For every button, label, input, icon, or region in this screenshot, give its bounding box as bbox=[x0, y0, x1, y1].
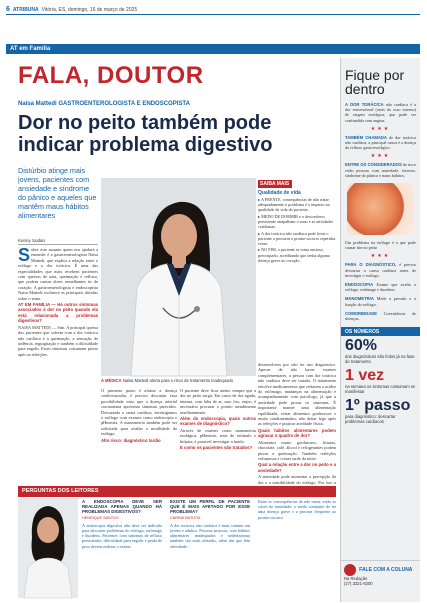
reader-question-text: EXISTE UM PERFIL DE PACIENTE QUE É MAIS AFETADO POR ESSE PROBLEMA? bbox=[170, 499, 250, 515]
reader-name: CARINA BATISTA bbox=[170, 515, 201, 520]
glossary-entry bbox=[341, 309, 420, 323]
stat-value: 1 vez bbox=[345, 367, 385, 385]
digestive-organ-illustration bbox=[347, 183, 414, 235]
glossary-def: Exame que avalia o esôfago, estômago e duodeno. bbox=[345, 282, 417, 293]
bullet-icon: ▸ bbox=[258, 213, 261, 219]
section-label: AT em Família bbox=[10, 45, 51, 52]
glossary-term: COMORBIDADE bbox=[345, 310, 378, 316]
entry-lead: PARA O DIAGNÓSTICO, bbox=[345, 262, 397, 268]
column-title: FALA, DOUTOR bbox=[18, 62, 204, 89]
article-column-4 bbox=[258, 362, 336, 484]
bullet-icon: ▸ bbox=[258, 197, 261, 202]
byline bbox=[18, 101, 190, 107]
question: Qual a relação entre a dor no peito e a ansiedade? bbox=[258, 462, 336, 473]
sidebox-list bbox=[258, 197, 336, 263]
entry-lead: ENTRE OS CONSIDERADOS bbox=[345, 162, 402, 168]
article-column-1 bbox=[18, 247, 98, 483]
stat-item bbox=[341, 396, 420, 426]
info-entry bbox=[341, 260, 420, 280]
reader-questions-bar bbox=[18, 486, 336, 497]
sidebox-item bbox=[258, 247, 336, 263]
lead-text: Distúrbio atinge mais jovens, pacientes com ansiedade e síndrome do pânico e aqueles que mantêm maus hábitos alimentares bbox=[18, 166, 97, 220]
page-number: 6 bbox=[6, 6, 10, 13]
doctor-portrait bbox=[18, 498, 78, 598]
author-name: Kenny Sodan bbox=[18, 238, 98, 245]
section-bar bbox=[6, 44, 420, 54]
doctor-photo bbox=[101, 178, 256, 376]
drop-cap: S bbox=[18, 245, 31, 265]
reader-question-text: A ENDOSCOPIA DEVE SER REALIZADA APENAS QUANDO HÁ PROBLEMAS DIGESTIVOS? bbox=[82, 499, 162, 515]
reader-question bbox=[258, 499, 336, 520]
info-entry bbox=[341, 100, 420, 125]
entry-text: de dor torácica não cardíaca, a principal causa é a doença do refluxo gastroesofágico. bbox=[345, 134, 416, 151]
article-column-2 bbox=[101, 388, 177, 484]
glossary-term: ENDOSCOPIA bbox=[345, 282, 374, 288]
stat-item bbox=[341, 336, 420, 366]
glossary-entry bbox=[341, 280, 420, 294]
question: Quais hábitos alimentares podem agravar o quadro de dor? bbox=[258, 427, 336, 439]
sidebox-item bbox=[258, 214, 336, 230]
bullet-icon: ▸ bbox=[258, 230, 261, 236]
article-column-3 bbox=[180, 388, 256, 484]
question-1: AT EM FAMÍLIA — Há outros sintomas associados à dor no peito quando ela está relacionada a problemas digestivos? bbox=[18, 302, 98, 324]
glossary-def: Coexistência de doenças. bbox=[345, 310, 416, 322]
entry-text: não cardíaca é a dor retroesternal (atrás do osso esterno) de origem esofágica, que pode ser confundida com angina. bbox=[345, 102, 416, 123]
headline: Dor no peito também pode indicar problema digestivo bbox=[18, 112, 273, 156]
stat-item bbox=[341, 366, 420, 396]
questions-header: PERGUNTAS DOS LEITORES bbox=[22, 488, 99, 494]
entry-text: é preciso descartar a causa cardíaca antes de investigar o esôfago. bbox=[345, 262, 416, 278]
newspaper-name: ATRIBUNA bbox=[12, 6, 39, 13]
sidebox-subtitle: Qualidade de vida bbox=[258, 190, 301, 196]
reader-answer: A dor torácica não cardíaca é mais comum em jovens e adultos. Pessoas ansiosas, com hábitos alimentares inadequados e sedentarismo também são mais afetadas, além das que têm obesidade. bbox=[170, 522, 250, 549]
article-text: Alimentos muito gordurosos, frituras, chocolate, café, álcool e refrigerantes podem piorar a queimação. Também refeições volumosas e comer tarde da noite. bbox=[258, 439, 336, 461]
article-text: O primeiro passo é afastar a doença cardiovascular, é preciso descartar essa possibilidade visto que a doença arterial coronariana apresenta sintomas parecidos. Descartada a causa cardíaca, investigamos o esôfago com exames como endoscopia e pHmetria. A manometria também pode ser solicitada para avaliar a motilidade do esôfago. bbox=[101, 388, 177, 437]
subhead: Alto risco: diagnóstico tardio bbox=[101, 437, 161, 443]
sidebox-item-text: NO FIM, o paciente se torna ansioso, preocupado, acreditando que tenha alguma doença grave no coração. bbox=[258, 247, 330, 263]
article-text: Através de exames como manometria esofágica, pHmetria, teste de estímulo e biópsia, é possível investigar a fundo. bbox=[180, 427, 256, 444]
photo-caption bbox=[101, 378, 256, 383]
sidebox-item bbox=[258, 231, 336, 247]
stat-text: dos diagnósticos são feitos já na fase de tratamento bbox=[345, 354, 415, 365]
info-entry bbox=[341, 133, 420, 153]
caption-prefix: A MÉDICA bbox=[101, 378, 122, 383]
answer-1: NAISA MATTEDI — Sim. A principal queixa dos pacientes que sofrem com a dor torácica não cardíaca é a queimação, a sensação de ardência, regurgitação e também a dificuldade para engolir. Esses sintomas costumam piorar após as refeições. bbox=[18, 324, 98, 357]
sidebox-header: SAIBA MAIS bbox=[258, 180, 292, 188]
caption-text: Naisa Mattedi alerta para o risco de tratamento inadequado bbox=[122, 378, 234, 383]
stars-divider: ★★★ bbox=[370, 126, 391, 132]
sidebox-item-text: A FRENTE, consequências de não tratar adequadamente o problema é o impacto na qualidade de vida do paciente. bbox=[258, 197, 330, 213]
glossary-def: Mede a pressão e a função do esôfago. bbox=[345, 296, 417, 307]
contact-label: FALE COM A COLUNA bbox=[359, 567, 413, 574]
reader-question bbox=[170, 499, 250, 549]
entry-lead: TAMBÉM CHAMADA bbox=[345, 134, 387, 140]
stats-header: OS NÚMEROS bbox=[341, 327, 420, 336]
reader-name: HENRIQUE SANTOS bbox=[82, 515, 119, 520]
article-text: obre este assunto quem nos ajudará a entender é a gastroenterologista Naisa Mattedi, que explica a relação entre o esôfago e a dor torácica. É uma das especialidades que mais recebem pacientes com queixas de azia, queimação e refluxo, que podem causar dores semelhantes às do coração. A gastroenterologista e endoscopista Naisa Mattedi esclarece as principais dúvidas sobre o tema. bbox=[18, 247, 98, 301]
fique-por-dentro-column bbox=[340, 58, 420, 602]
contact-phone: (27) 3321-8200 bbox=[344, 581, 373, 586]
glossary-term: MANOMETRIA bbox=[345, 296, 374, 302]
article-text: desenvolvem por não ter um diagnóstico. Apesar de não haver exames complementares, a pessoa com dor torácica não cardíaca deve ser tratada. O tratamento envolve medicamentos que reduzem a acidez do estômago, mudanças na alimentação e acompanhamento com psicólogo, já que a ansiedade pode piorar os sintomas. É importante manter uma alimentação equilibrada, evitar alimentos gordurosos e muito condimentados, não deitar logo após as refeições e praticar atividade física. bbox=[258, 362, 336, 427]
stars-divider: ★★★ bbox=[370, 154, 391, 160]
stars-divider: ★★★ bbox=[370, 254, 391, 260]
glossary-entry bbox=[341, 294, 420, 308]
entry-lead: A DOR TORÁCICA bbox=[345, 102, 384, 107]
article-text: A ansiedade pode aumentar a percepção da dor e a sensibilidade do esôfago. Por isso a bbox=[258, 474, 336, 485]
issue-date: Vitória, ES, domingo, 16 de março de 2025 bbox=[41, 6, 138, 13]
question: E como os pacientes são tratados? bbox=[180, 445, 253, 451]
contact-line: Na Redação bbox=[344, 576, 368, 581]
reader-answer: Entre as consequências de não tratar, estão as crises de ansiedade, o medo constante de ter uma doença grave e a procura frequente ao pronto-socorro. bbox=[258, 499, 336, 520]
right-column-title: Fique por dentro bbox=[345, 67, 405, 97]
stat-text: na semana os sintomas costumam se manifestar bbox=[345, 384, 416, 395]
bullet-icon: ▸ bbox=[258, 247, 261, 253]
byline-name: Naisa Mattedi bbox=[18, 101, 57, 107]
reader-question bbox=[82, 499, 162, 549]
byline-specialty: GASTROENTEROLOGISTA E ENDOSCOPISTA bbox=[58, 101, 190, 107]
stat-text: para diagnóstico: descartar problemas cardíacos bbox=[345, 414, 396, 425]
article-text: O paciente deve ficar atento sempre que a dor no peito surgir. Em casos de dor aguda, intensa, com falta de ar, suor frio, enjoo, é necessário procurar o pronto atendimento imediatamente. bbox=[180, 388, 256, 415]
sidebox-item-text: A dor torácica não cardíaca pode levar o paciente a procurar o pronto-socorro repetidas vezes. bbox=[258, 230, 336, 246]
entry-text: de risco estão pessoas com ansiedade, estresse, síndrome do pânico e maus hábitos. bbox=[345, 162, 417, 178]
page-header bbox=[6, 5, 420, 15]
stat-value: 60% bbox=[345, 337, 378, 355]
reader-answer: A endoscopia digestiva alta deve ser indicada para descartar problemas do esôfago, estômago e duodeno. Pacientes com sintomas de refluxo persistentes, dificuldade para engolir e perda de peso devem realizar o exame. bbox=[82, 522, 162, 549]
question: Além do endoscopia, quais outros exames de diagnóstico? bbox=[180, 416, 256, 427]
organ-caption: Um problema na esôfago é o que pode causar dor no peito bbox=[345, 240, 416, 251]
stat-value: 1º passo bbox=[345, 397, 411, 415]
sidebox-item bbox=[258, 197, 336, 213]
sidebox-item-text: MEDO DE DORMIR e o desconforto persistente atrapalham o sono e as atividades cotidianas. bbox=[258, 213, 334, 230]
info-entry bbox=[341, 160, 420, 180]
saiba-mais-box bbox=[258, 180, 336, 358]
contact-box bbox=[340, 560, 420, 600]
phone-icon bbox=[344, 564, 356, 576]
